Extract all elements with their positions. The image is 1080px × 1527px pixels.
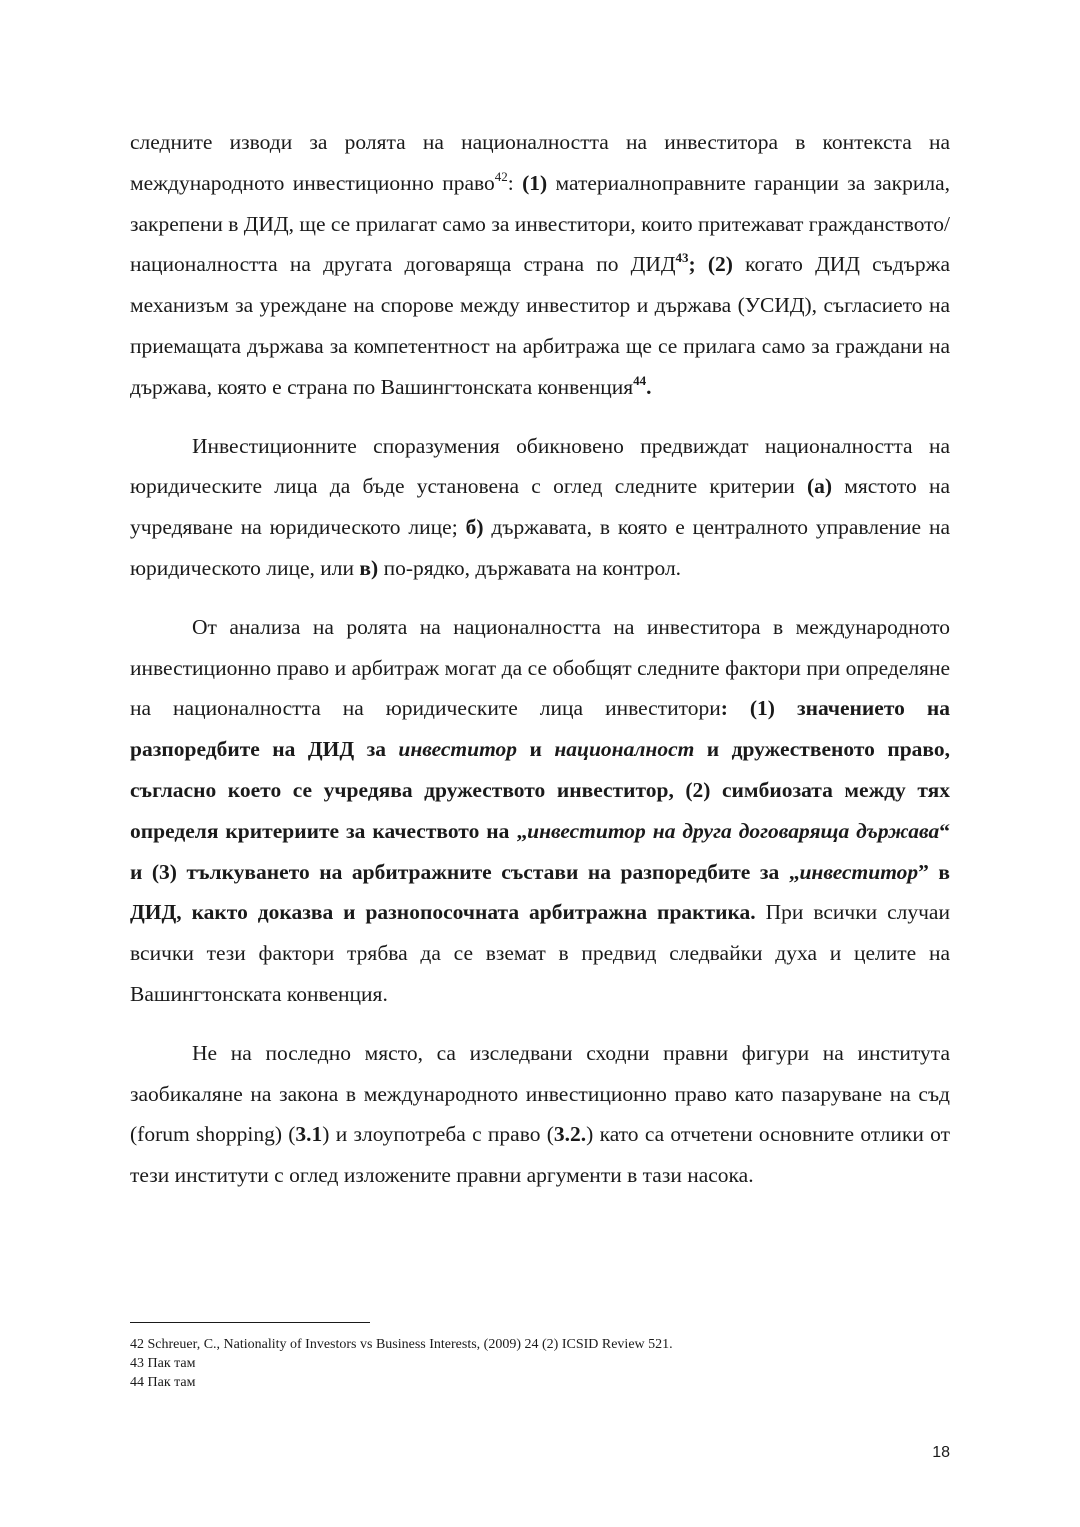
text-run: Не на последно място, са изследвани сходни правни фигури на института заобикаляне на закона в международното инвестиционно право като пазаруване на съд (forum shopping) (	[130, 1040, 950, 1147]
page-number: 18	[932, 1444, 950, 1461]
text-run: :	[507, 170, 523, 195]
term-investor-other-state: инвеститор на друга договаряща държава	[527, 818, 940, 843]
text-run: (1) значението на разпоредбите на ДИД за	[130, 696, 950, 762]
text-run: следните изводи за ролята на националността на инвеститора в контекста на международното инвестиционно право	[130, 130, 950, 195]
criterion-b-label: б)	[465, 515, 484, 540]
paragraph-conclusions	[130, 122, 950, 408]
text-run: При всички случаи всички тези фактори трябва да се вземат в предвид следвайки духа и целите на Вашингтонската конвенция.	[130, 900, 950, 1006]
footnote-44: 44 Пак там	[130, 1375, 196, 1390]
point-1-label: (1)	[522, 170, 548, 195]
text-run: по-рядко, държавата на контрол.	[378, 555, 682, 580]
term-investor: инвеститор	[398, 737, 518, 762]
text-run: материалноправните гаранции за закрила, закрепени в ДИД, ще се прилагат само за инвеститори, които притежават гражданството/националността на другата договаряща страна по ДИД	[130, 170, 950, 277]
footnote-43: 43 Пак там	[130, 1356, 196, 1371]
text-run: държавата, в която е централното управление на юридическото лице, или	[130, 515, 950, 580]
text-run: ;	[688, 252, 696, 277]
term-nationality: националност	[554, 737, 695, 762]
section-ref-3-2[interactable]: 3.2.	[553, 1122, 587, 1147]
footnote-ref-44[interactable]: 44	[633, 372, 647, 388]
text-run: ” в ДИД, както доказва и разнопосочната арбитражна практика.	[130, 859, 950, 925]
point-2-label: (2)	[707, 252, 733, 277]
text-run	[696, 252, 708, 276]
section-ref-3-1[interactable]: 3.1	[295, 1122, 323, 1147]
text-run: мястото на учредяване на юридическото лице;	[130, 474, 950, 540]
footnote-42: 42 Schreuer, C., Nationality of Investors vs Business Interests, (2009) 24 (2) ICSID Review 521.	[130, 1337, 673, 1352]
footnote-separator	[130, 1322, 370, 1323]
paragraph-criteria	[130, 426, 950, 589]
footnote-ref-42[interactable]: 42	[494, 168, 508, 184]
text-run: Инвестиционните споразумения обикновено предвиждат националността на юридическите лица да бъде установена с оглед следните критерии	[130, 433, 950, 499]
text-run: ) като са отчетени основните отлики от тези институти с оглед изложените правни аргументи в тази насока.	[130, 1122, 950, 1188]
text-run: и	[517, 737, 555, 762]
criterion-c-label: в)	[359, 555, 379, 580]
criterion-a-label: (а)	[806, 474, 833, 499]
text-run: и дружественото право, съгласно което се учредява дружеството инвеститор, (2) симбиозата между тях определя критериите за качеството на „	[130, 737, 950, 843]
paragraph-factors	[130, 607, 950, 1015]
footnote-ref-43[interactable]: 43	[675, 250, 689, 266]
term-investor: инвеститор	[799, 859, 919, 884]
text-run: .	[646, 374, 652, 399]
body-text	[130, 122, 950, 1214]
text-run: ) и злоупотреба с право (	[322, 1122, 554, 1147]
text-run: “ и (3) тълкуването на арбитражните състави на разпоредбите за „	[130, 818, 950, 884]
text-run: когато ДИД съдържа механизъм за уреждане на спорове между инвеститор и държава (УСИД), съгласието на приемащата държава за компетентност на арбитража ще се прилага само за граждани на държава, която е страна по Вашингтонската конвенция	[130, 252, 951, 399]
footnotes	[130, 1335, 950, 1392]
text-run: :	[720, 696, 728, 721]
paragraph-related-figures	[130, 1033, 950, 1196]
text-run: От анализа на ролята на националността на инвеститора в международното инвестиционно право и арбитраж могат да се обобщят следните фактори при определяне на националността на юридическите лица инвеститори	[130, 614, 950, 721]
